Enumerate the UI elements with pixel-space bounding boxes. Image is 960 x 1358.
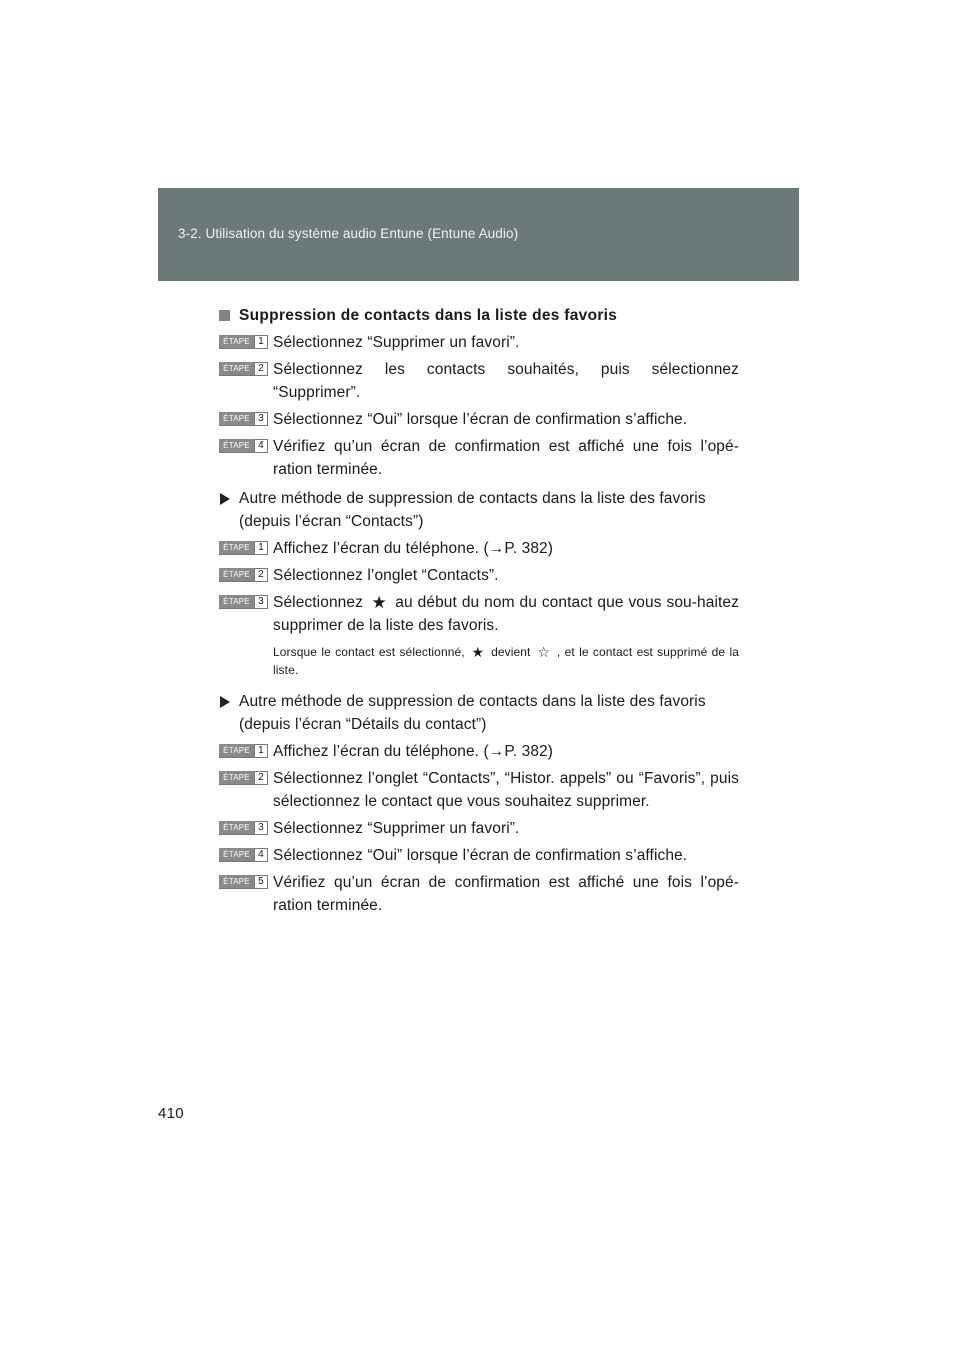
step-badge xyxy=(219,848,268,862)
step-item xyxy=(219,844,739,867)
step-text: Sélectionnez “Oui” lorsque l’écran de confirmation s’affiche. xyxy=(273,411,688,428)
step-badge-number: 4 xyxy=(254,439,268,452)
step-item xyxy=(219,871,739,917)
alternative-method-heading xyxy=(219,690,739,736)
step-item xyxy=(219,358,739,404)
step-item xyxy=(219,564,739,587)
step-badge xyxy=(219,541,268,555)
step-badge-word: ÉTAPE xyxy=(219,412,254,425)
right-triangle-icon xyxy=(220,493,230,505)
note-part2: devient xyxy=(491,645,531,659)
step-badge-number: 3 xyxy=(254,821,268,834)
right-triangle-icon xyxy=(220,696,230,708)
step-badge xyxy=(219,568,268,582)
step-badge-word: ÉTAPE xyxy=(219,821,254,834)
alternative-method-heading xyxy=(219,487,739,533)
step-item xyxy=(219,740,739,763)
step-text: Affichez l’écran du téléphone. (→P. 382) xyxy=(273,540,554,557)
section-heading xyxy=(219,305,739,331)
step-badge-number: 2 xyxy=(254,362,268,375)
step-text: Vérifiez qu’un écran de confirmation est affiché une fois l’opé-ration terminée. xyxy=(273,438,739,478)
filled-star-icon: ★ xyxy=(470,644,486,660)
step-text: Sélectionnez les contacts souhaités, puis sélectionnez “Supprimer”. xyxy=(273,361,739,401)
step-item xyxy=(219,591,739,637)
step-badge xyxy=(219,595,268,609)
step-text: Sélectionnez “Supprimer un favori”. xyxy=(273,334,520,351)
step-text-before: Sélectionnez xyxy=(273,594,363,611)
step-item xyxy=(219,537,739,560)
step-badge xyxy=(219,439,268,453)
step-text xyxy=(273,591,739,637)
outline-star-icon: ☆ xyxy=(536,644,551,660)
step-badge xyxy=(219,771,268,785)
page-number: 410 xyxy=(158,1105,184,1122)
step-badge-number: 1 xyxy=(254,541,268,554)
step-badge-word: ÉTAPE xyxy=(219,362,254,375)
step-text: Sélectionnez “Oui” lorsque l’écran de confirmation s’affiche. xyxy=(273,847,688,864)
step-item xyxy=(219,408,739,431)
step-badge-word: ÉTAPE xyxy=(219,568,254,581)
step-text: Sélectionnez l’onglet “Contacts”. xyxy=(273,567,499,584)
chapter-section-title: 3-2. Utilisation du système audio Entune (Entune Audio) xyxy=(178,226,519,241)
step-badge-word: ÉTAPE xyxy=(219,541,254,554)
step-badge xyxy=(219,821,268,835)
step-badge xyxy=(219,875,268,889)
note-text xyxy=(273,643,739,679)
filled-star-icon: ★ xyxy=(370,593,388,612)
step-badge-word: ÉTAPE xyxy=(219,848,254,861)
step-badge-number: 1 xyxy=(254,335,268,348)
step-item xyxy=(219,435,739,481)
step-text: Sélectionnez “Supprimer un favori”. xyxy=(273,820,520,837)
step-badge-word: ÉTAPE xyxy=(219,875,254,888)
step-item xyxy=(219,817,739,840)
step-badge-word: ÉTAPE xyxy=(219,439,254,452)
step-badge-number: 3 xyxy=(254,595,268,608)
step-text: Affichez l’écran du téléphone. (→P. 382) xyxy=(273,743,554,760)
step-badge-word: ÉTAPE xyxy=(219,595,254,608)
step-badge xyxy=(219,412,268,426)
note-part3: , et le contact est supprimé de la liste. xyxy=(273,645,740,677)
chapter-header xyxy=(158,188,799,281)
step-text: Vérifiez qu’un écran de confirmation est affiché une fois l’opé-ration terminée. xyxy=(273,874,739,914)
step-badge-word: ÉTAPE xyxy=(219,335,254,348)
step-badge-number: 4 xyxy=(254,848,268,861)
step-item xyxy=(219,767,739,813)
step-text-after: au début du nom du contact que vous sou-haitez supprimer de la liste des favoris. xyxy=(273,594,739,634)
step-badge xyxy=(219,744,268,758)
step-badge-number: 2 xyxy=(254,771,268,784)
note-part1: Lorsque le contact est sélectionné, xyxy=(273,645,465,659)
alternative-method-text: Autre méthode de suppression de contacts dans la liste des favoris (depuis l’écran “Détails du contact”) xyxy=(239,693,706,733)
page-content xyxy=(219,305,739,917)
step-badge xyxy=(219,362,268,376)
step-badge-number: 3 xyxy=(254,412,268,425)
square-bullet-icon xyxy=(219,310,230,321)
section-heading-text: Suppression de contacts dans la liste des favoris xyxy=(239,307,618,324)
step-badge-number: 5 xyxy=(254,875,268,888)
step-text: Sélectionnez l’onglet “Contacts”, “Histor. appels” ou “Favoris”, puis sélectionnez le contact que vous souhaitez supprimer. xyxy=(273,770,739,810)
step-badge-number: 2 xyxy=(254,568,268,581)
step-badge-number: 1 xyxy=(254,744,268,757)
alternative-method-text: Autre méthode de suppression de contacts dans la liste des favoris (depuis l’écran “Contacts”) xyxy=(239,490,706,530)
step-badge-word: ÉTAPE xyxy=(219,771,254,784)
step-badge xyxy=(219,335,268,349)
step-badge-word: ÉTAPE xyxy=(219,744,254,757)
step-item xyxy=(219,331,739,354)
